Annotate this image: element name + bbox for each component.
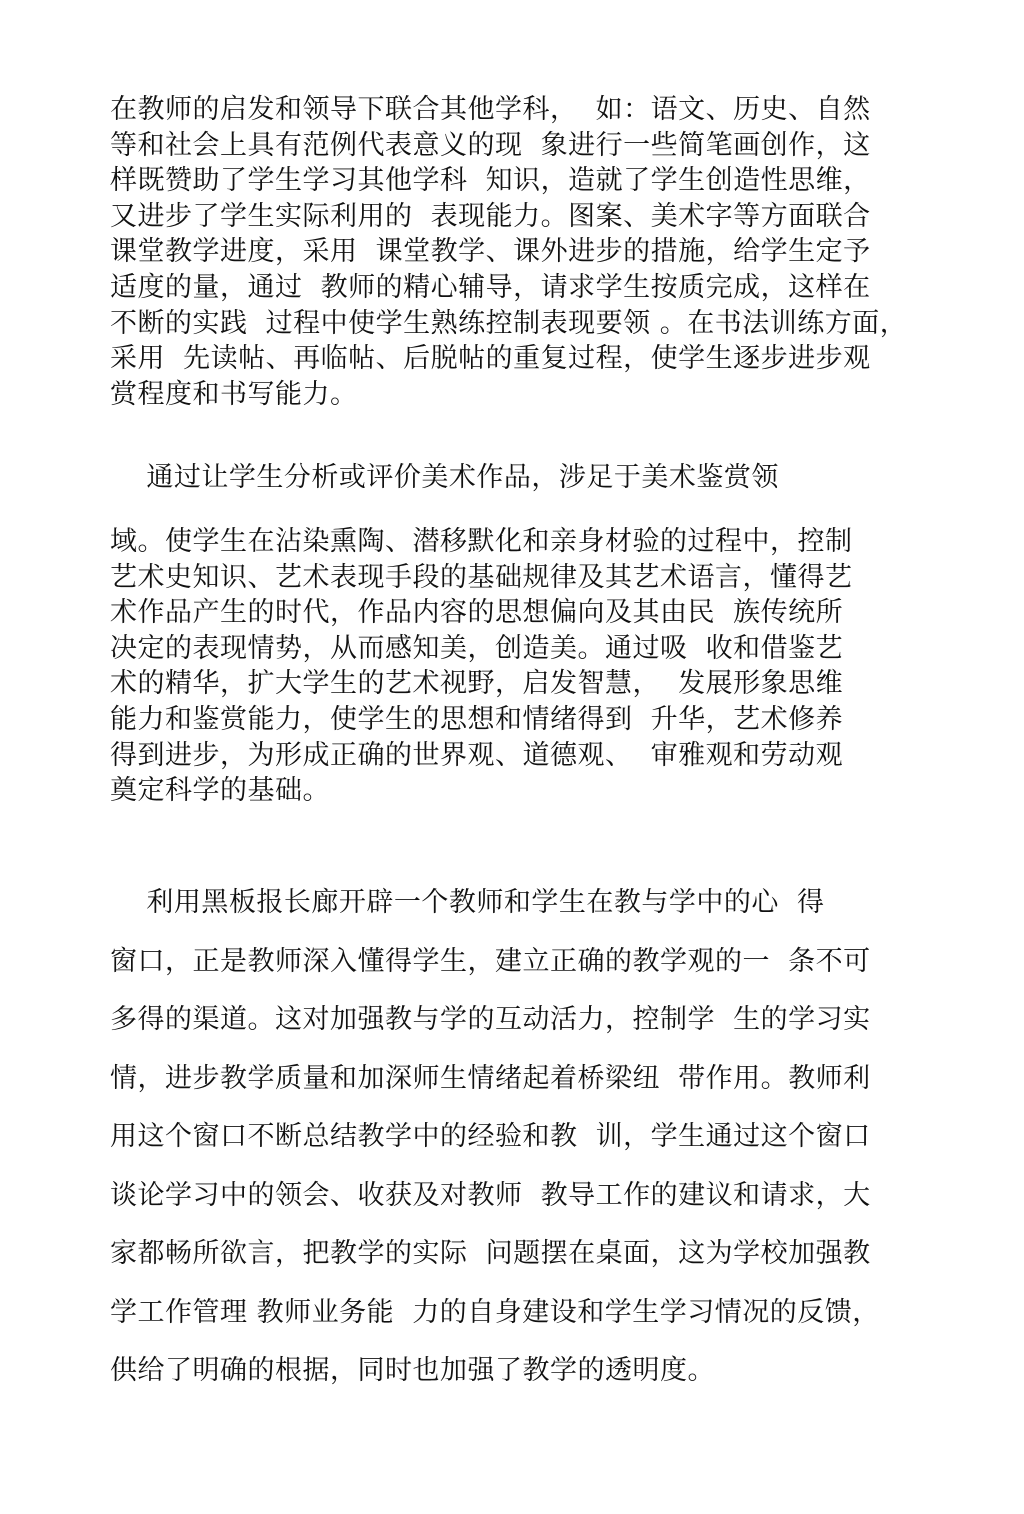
- paragraph-art-integration: [110, 92, 970, 412]
- paragraph-appreciation: [110, 524, 970, 809]
- text-line: 学工作管理 教师业务能 力的自身建设和学生学习情况的反馈，: [110, 1296, 880, 1328]
- text-line: 等和社会上具有范例代表意义的现 象进行一些简笔画创作，这: [110, 129, 871, 161]
- text-line: 得到进步，为形成正确的世界观、道德观、 审雅观和劳动观: [110, 739, 844, 771]
- paragraph-blackboard-window: [110, 874, 970, 1401]
- text-line: 在教师的启发和领导下联合其他学科， 如：语文、历史、自然: [110, 94, 871, 125]
- text-line: 课堂教学进度，采用 课堂教学、课外进步的措施，给学生定予: [110, 236, 871, 268]
- text-line: 多得的渠道。这对加强教与学的互动活力，控制学 生的学习实: [110, 1004, 871, 1035]
- paragraph-appreciation-first-line: [110, 460, 970, 496]
- text-line: 通过让学生分析或评价美术作品，涉足于美术鉴赏领: [110, 462, 779, 493]
- text-line: 家都畅所欲言，把教学的实际 问题摆在桌面，这为学校加强教: [110, 1238, 871, 1269]
- text-line: 艺术史知识、艺术表现手段的基础规律及其艺术语言，懂得艺: [110, 561, 853, 593]
- text-line: 又进步了学生实际利用的 表现能力。图案、美术字等方面联合: [110, 200, 871, 232]
- text-line: 情，进步教学质量和加深师生情绪起着桥梁纽 带作用。教师利: [110, 1062, 871, 1094]
- text-line: 窗口，正是教师深入懂得学生，建立正确的教学观的一 条不可: [110, 945, 871, 977]
- text-line: 决定的表现情势，从而感知美，创造美。通过吸 收和借鉴艺: [110, 632, 844, 664]
- text-line: 域。使学生在沾染熏陶、潜移默化和亲身材验的过程中，控制: [110, 526, 853, 557]
- text-line: 术的精华，扩大学生的艺术视野，启发智慧， 发展形象思维: [110, 668, 844, 700]
- text-line: 样既赞助了学生学习其他学科 知识，造就了学生创造性思维，: [110, 165, 871, 197]
- text-line: 利用黑板报长廊开辟一个教师和学生在教与学中的心 得: [110, 887, 825, 918]
- text-line: 用这个窗口不断总结教学中的经验和教 训，学生通过这个窗口: [110, 1121, 871, 1152]
- text-line: 谈论学习中的领会、收获及对教师 教导工作的建议和请求，大: [110, 1179, 871, 1211]
- text-line: 术作品产生的时代，作品内容的思想偏向及其由民 族传统所: [110, 597, 844, 629]
- text-line: 不断的实践 过程中使学生熟练控制表现要领 。在书法训练方面，: [110, 307, 908, 339]
- text-line: 赏程度和书写能力。: [110, 378, 358, 410]
- text-line: 奠定科学的基础。: [110, 775, 330, 807]
- text-line: 适度的量，通过 教师的精心辅导，请求学生按质完成，这样在: [110, 271, 871, 303]
- text-line: 供给了明确的根据，同时也加强了教学的透明度。: [110, 1355, 715, 1386]
- text-line: 能力和鉴赏能力，使学生的思想和情绪得到 升华，艺术修养: [110, 703, 844, 735]
- text-line: 采用 先读帖、再临帖、后脱帖的重复过程，使学生逐步进步观: [110, 343, 871, 375]
